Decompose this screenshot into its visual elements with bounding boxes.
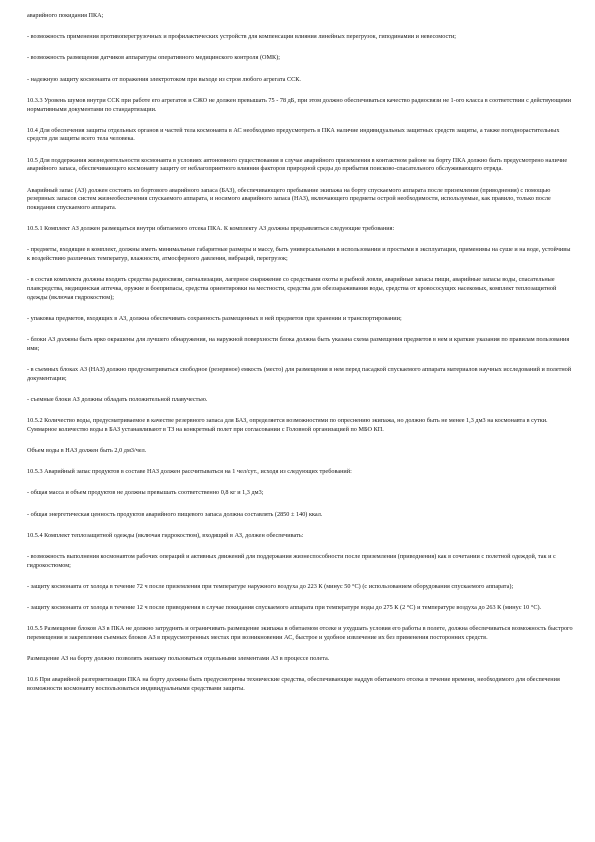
list-item: - надежную защиту космонавта от поражения электротоком при выходе из строя любого агрегата ССК. (27, 75, 301, 83)
list-item: - возможность выполнения космонавтом рабочих операций и активных движений для поддержания жизнеспособности после приземления (приводнения) как в сочетании с полетной одеждой, так и с гидрокостюмом; (27, 553, 556, 569)
section-10-5-2: 10.5.2 Количество воды, предусматриваемое в качестве резервного запаса для БАЗ, определяется возможностями по опреснению экипажа, но должно быть не менее 1,3 дм3 на космонавта в сутки. Суммарное количество воды в БАЗ устанавливают в ТЗ на конкретный полет при согласовании с Головной организацией по МБО КП. (27, 417, 548, 433)
section-10-4: 10.4 Для обеспечения защиты отдельных органов и частей тела космонавта в АС необходимо предусмотреть в ПКА наличие индивидуальных защитных средств защиты, а также погоднорастительных средств для защиты всего тела человека. (27, 126, 560, 143)
list-item: - общая энергетическая ценность продуктов аварийного пищевого запаса должна составлять (2850 ± 140) ккал. (27, 510, 323, 518)
list-item: - в состав комплекта должны входить средства радиосвязи, сигнализации, лагерное снаряжение со средствами охоты и рыбной ловли, аварийные запасы пищи, аварийные запасы воды, спасательные плавсредства, медицинская аптечка, оружие и боеприпасы, средства ориентировки на местности, средства для обеззараживания воды, средства от кровососущих насекомых, комплект теплозащитной одежды (включая гидрокостюм); (27, 276, 557, 301)
list-item: - защиту космонавта от холода в течение 12 ч после приводнения в случае покидания спускаемого аппарата при температуре воды до 275 К (2 °С) и температуре воздуха до 263 К (минус 10 °С). (27, 604, 542, 612)
list-item: - блоки АЗ должны быть ярко окрашены для лучшего обнаружения, на наружной поверхности блока должна быть указана схема размещения предметов в нем и краткие указания по правилам пользования ими; (27, 336, 570, 352)
paragraph: аварийного покидания ПКА; (27, 12, 104, 19)
list-item: - возможность применения противоперегрузочных и профилактических устройств для компенсации влияния линейных перегрузок, гиподинамии и невесомости; (27, 33, 457, 41)
section-10-6: 10.6 При аварийной разгерметизации ПКА на борту должны быть предусмотрены технические средства, обеспечивающие наддув обитаемого отсека в течение времени, необходимого для обеспечения возможности космонавту воспользоваться индивидуальными средствами защиты. (27, 676, 560, 693)
list-item: - защиту космонавта от холода в течение 72 ч после приземления при температуре наружного воздуха до 223 К (минус 50 °С) (с использованием оборудования спускаемого аппарата); (27, 582, 514, 590)
section-10-5-5: 10.5.5 Размещение блоков АЗ в ПКА не должно затруднять и ограничивать размещение экипажа в обитаемом отсеке и ухудшать условия его работы в полете, должна обеспечиваться возможность быстрого перемещения и закрепления съемных блоков АЗ в предусмотренных местах при возникновении АС, быстрое и удобное извлечение их без применения посторонних средств. (27, 625, 573, 642)
section-10-5: 10.5 Для поддержания жизнедеятельности космонавта в условиях автономного существования в случае аварийного приземления в контактном районе на борту ПКА должно быть предусмотрено наличие аварийного запаса, обеспечивающего космонавту защиту от неблагоприятного влияния факторов природной среды до прибытия поисково-спасательного обслуживающего отряда. (27, 156, 568, 173)
list-item: - съемные блоки АЗ должны обладать положительной плавучестью. (27, 395, 208, 403)
list-item: - возможность размещения датчиков аппаратуры оперативного медицинского контроля (ОМК); (27, 54, 281, 62)
list-item: - общая масса и объем продуктов не должны превышать соответственно 0,8 кг и 1,3 дм3; (27, 489, 264, 497)
section-10-5-3: 10.5.3 Аварийный запас продуктов в составе НАЗ должен рассчитываться на 1 чел/сут., исходя из следующих требований: (27, 468, 352, 476)
paragraph: Объем воды в НАЗ должен быть 2,0 дм3/чел. (27, 446, 147, 454)
section-10-5-1: 10.5.1 Комплект АЗ должен размещаться внутри обитаемого отсека ПКА. К комплекту АЗ должны предъявляться следующие требования: (27, 225, 395, 233)
section-10-5-4: 10.5.4 Комплект теплозащитной одежды (включая гидрокостюм), входящий в АЗ, должен обеспечивать: (27, 531, 304, 539)
list-item: - предметы, входящие в комплект, должны иметь минимальные габаритные размеры и массу, быть универсальными в использовании и простыми в эксплуатации, применимы на суше и на воде, устойчивы к воздействию различных температур, влажности, атмосферного давления, вибраций, перегрузок; (27, 246, 571, 263)
list-item: - упаковка предметов, входящих в АЗ, должна обеспечивать сохранность размещенных в ней предметов при хранении и транспортировании; (27, 314, 402, 322)
paragraph: Размещение АЗ на борту должно позволять экипажу пользоваться отдельными элементами АЗ в процессе полета. (27, 655, 330, 663)
section-10-3-3: 10.3.3 Уровень шумов внутри ССК при работе его агрегатов и СЖО не должен превышать 75 - 78 дБ, при этом должно обеспечиваться качество радиосвязи не 1-ого класса в соответствии с действующими нормативными документами по стандартизации. (27, 96, 572, 113)
paragraph: Аварийный запас (АЗ) должен состоять из бортового аварийного запаса (БАЗ), обеспечивающего пребывание экипажа на борту спускаемого аппарата после приземления (приводнения) с помощью резервных запасов систем жизнеобеспечения спускаемого аппарата, и носимого аварийного запаса (НАЗ), включающего предметы острой необходимости, используемые, как правило, только после покидания спускаемого аппарата. (27, 186, 551, 211)
list-item: - в съемных блоках АЗ (НАЗ) должно предусматриваться свободное (резервное) емкость (место) для размещения в нем перед пасадкой спускаемого аппарата материалов научных исследований и полетной документации; (27, 365, 572, 382)
